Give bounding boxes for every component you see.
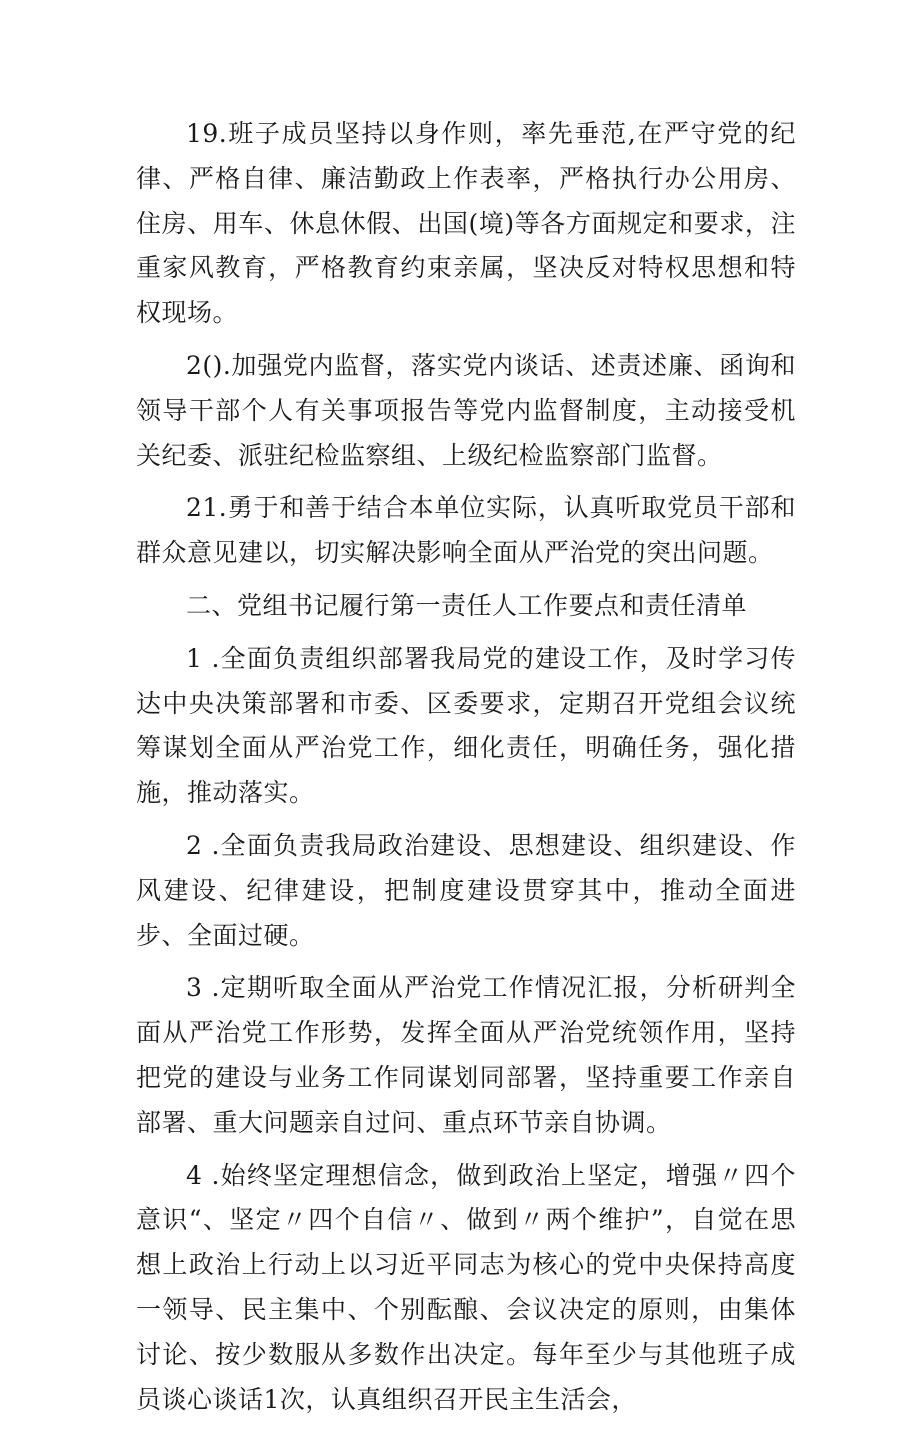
document-body: [136, 112, 796, 1430]
paragraph-item-2: 2 .全面负责我局政治建设、思想建设、组织建设、作风建设、纪律建设，把制度建设贯穿其中，推动全面进步、全面过硬。: [136, 830, 796, 950]
paragraph-item-3: 3 .定期听取全面从严治党工作情况汇报，分析研判全面从严治党工作形势，发挥全面从严治党统领作用，坚持把党的建设与业务工作同谋划同部署，坚持重要工作亲自部署、重大问题亲自过问、重点环节亲自协调。: [136, 973, 796, 1137]
paragraph-item-21: 21.勇于和善于结合本单位实际，认真听取党员干部和群众意见建以，切实解决影响全面从严治党的突出问题。: [136, 493, 796, 568]
paragraph-item-19: 19.班子成员坚持以身作则，率先垂范,在严守党的纪律、严格自律、廉洁勤政上作表率，严格执行办公用房、住房、用车、休息休假、出国(境)等各方面规定和要求，注重家风教育，严格教育约束亲属，坚决反对特权思想和特权现场。: [136, 119, 796, 328]
section-heading: 二、党组书记履行第一责任人工作要点和责任清单: [186, 590, 748, 620]
paragraph-item-20: 2().加强党内监督，落实党内谈话、述责述廉、函询和领导干部个人有关事项报告等党内监督制度，主动接受机关纪委、派驻纪检监察组、上级纪检监察部门监督。: [136, 350, 796, 470]
paragraph-item-1: 1 .全面负责组织部署我局党的建设工作，及时学习传达中央决策部署和市委、区委要求，定期召开党组会议统筹谋划全面从严治党工作，细化责任，明确任务，强化措施，推动落实。: [136, 643, 796, 808]
paragraph-item-4: 4 .始终坚定理想信念，做到政治上坚定，增强〃四个意识“、坚定〃四个自信〃、做到〃两个维护”，自觉在思想上政治上行动上以习近平同志为核心的党中央保持高度一领导、民主集中、个别酝酿、会议决定的原则，由集体讨论、按少数服从多数作出决定。每年至少与其他班子成员谈心谈话1次，认真组织召开民主生活会，: [136, 1160, 796, 1414]
